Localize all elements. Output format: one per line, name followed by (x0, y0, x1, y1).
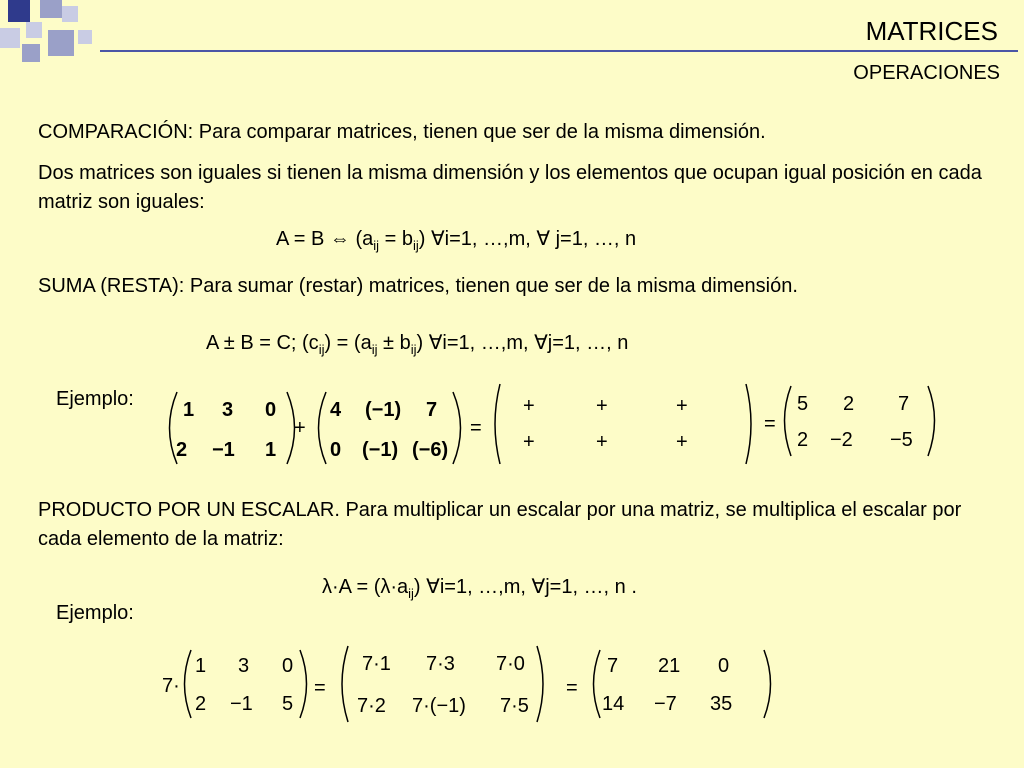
scalar-matrix-a (185, 650, 307, 718)
scalar-result-matrix (594, 650, 771, 718)
cell: 4 (330, 399, 342, 421)
cell: 2 (176, 439, 188, 461)
equals-sign: = (764, 413, 776, 435)
cell: 5 (797, 393, 809, 415)
cell: 7 (607, 655, 619, 677)
cell: −5 (890, 429, 913, 451)
sum-example-label: Ejemplo: (56, 388, 134, 410)
cell: 14 (602, 693, 625, 715)
cell: + (523, 431, 535, 453)
cell: 2 (843, 393, 855, 415)
sum-matrix-a (170, 392, 295, 464)
cell: + (596, 431, 608, 453)
cell: −1 (212, 439, 235, 461)
cell: −7 (654, 693, 677, 715)
cell: 7·1 (362, 653, 391, 675)
sum-result-matrix (785, 386, 935, 456)
cell: (−1) (362, 439, 399, 461)
cell: + (676, 395, 688, 417)
cell: 1 (183, 399, 195, 421)
equals-sign: = (470, 417, 482, 439)
cell: 0 (265, 399, 277, 421)
cell: 0 (330, 439, 342, 461)
slide-subtitle: OPERACIONES (853, 62, 1000, 84)
equals-sign: = (314, 677, 326, 699)
cell: 5 (282, 693, 294, 715)
cell: 7·0 (496, 653, 525, 675)
scalar-formula: $\lambda\cdot A = (\lambda\cdot a_{ij})$ ∀i=1, …,m, ∀j=1, …, n . (322, 576, 637, 601)
cell: + (523, 395, 535, 417)
cell: 0 (282, 655, 294, 677)
cell: 7·5 (500, 695, 529, 717)
cell: −1 (230, 693, 253, 715)
cell: 3 (222, 399, 234, 421)
cell: 35 (710, 693, 733, 715)
sum-matrix-plus (495, 384, 751, 464)
scalar-product-matrix (342, 646, 543, 722)
cell: 3 (238, 655, 250, 677)
cell: (−6) (412, 439, 449, 461)
cell: 7·2 (357, 695, 386, 717)
suma-text: SUMA (RESTA): Para sumar (restar) matrices, tienen que ser de la misma dimensión. (38, 275, 798, 297)
scalar-value: 7· (162, 675, 180, 697)
cell: 7 (426, 399, 438, 421)
scalar-example-label: Ejemplo: (56, 602, 134, 624)
cell: 7·(−1) (412, 695, 466, 717)
cell: 2 (797, 429, 809, 451)
cell: (−1) (365, 399, 402, 421)
cell: + (676, 431, 688, 453)
comparacion-text: COMPARACIÓN: Para comparar matrices, tienen que ser de la misma dimensión. (38, 121, 766, 143)
cell: 7 (898, 393, 910, 415)
cell: 2 (195, 693, 207, 715)
cell: 21 (658, 655, 681, 677)
plus-sign: + (294, 417, 306, 439)
cell: −2 (830, 429, 853, 451)
cell: 0 (718, 655, 730, 677)
comparacion-definition: Dos matrices son iguales si tienen la misma dimensión y los elementos que ocupan igual posición en cada matriz son iguales: (38, 162, 982, 213)
cell: 7·3 (426, 653, 455, 675)
sum-matrix-b (319, 392, 461, 464)
cell: 1 (195, 655, 207, 677)
equality-formula: A = B ⇔ $(a_{ij} = b_{ij})$ ∀i=1, …,m, ∀ j=1, …, n (276, 228, 637, 253)
sum-formula: A ± B = C; $(c_{ij}) = (a_{ij} \pm b_{ij})$ ∀i=1, …,m, ∀j=1, …, n (206, 332, 629, 357)
cell: 1 (265, 439, 277, 461)
equals-sign: = (566, 677, 578, 699)
escalar-text: PRODUCTO POR UN ESCALAR. Para multiplicar un escalar por una matriz, se multiplica el escalar por cada elemento de la matriz: (38, 499, 962, 550)
cell: + (596, 395, 608, 417)
slide-title: MATRICES (865, 16, 998, 46)
